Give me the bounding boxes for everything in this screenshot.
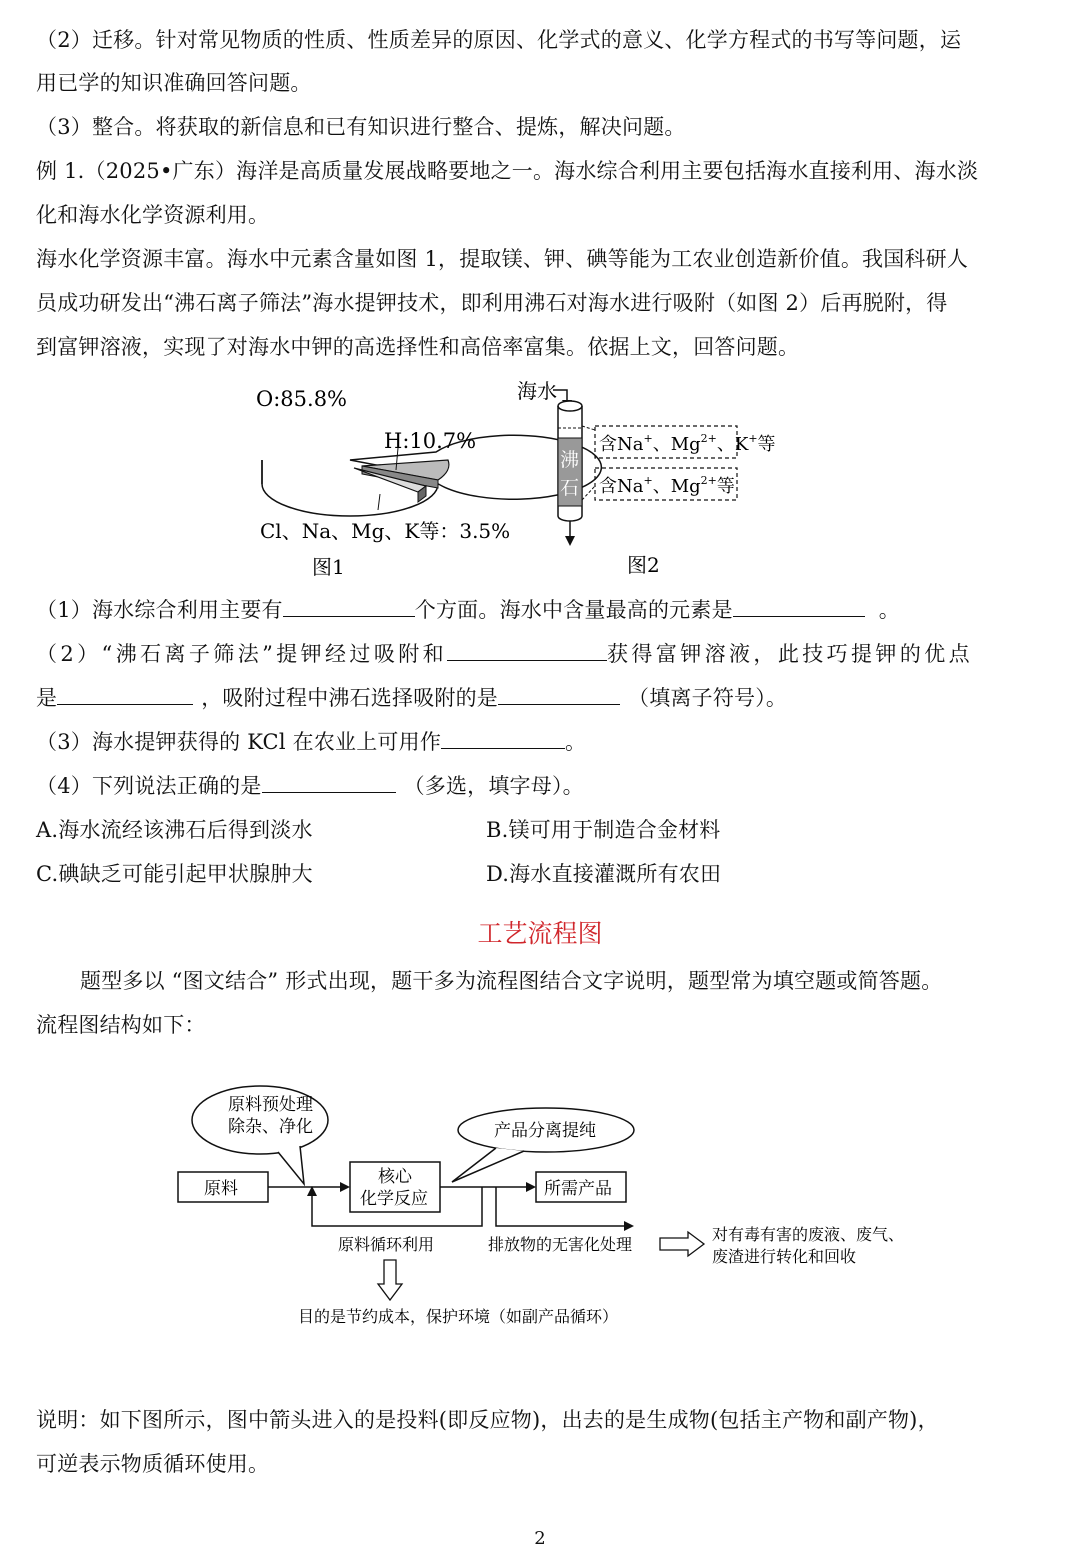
question-3: （3）海水提钾获得的 KCl 在农业上可用作 。 [36, 730, 587, 754]
label-waste-note-l2: 废渣进行转化和回收 [712, 1247, 857, 1266]
option-b[interactable]: B.镁可用于制造合金材料 [486, 818, 721, 842]
answer-blank[interactable] [57, 684, 193, 705]
label-waste: 排放物的无害化处理 [488, 1235, 633, 1254]
question-2-cont: 是 ，吸附过程中沸石选择吸附的是 （填离子符号）。 [36, 686, 788, 710]
fig2-sea-label: 海水 [517, 379, 557, 403]
box-core-l2: 化学反应 [360, 1189, 428, 1209]
fig1-caption: 图1 [312, 555, 345, 579]
bubble-separation: 产品分离提纯 [494, 1121, 596, 1141]
example-line: 例 1.（2025•广东）海洋是高质量发展战略要地之一。海水综合利用主要包括海水直接利用、海水淡 [36, 159, 979, 183]
fig1-label-o: O:85.8% [256, 387, 348, 411]
paragraph-line: 海水化学资源丰富。海水中元素含量如图 1，提取镁、钾、碘等能为工农业创造新价值。我国科研人 [36, 247, 969, 271]
paragraph-line: 到富钾溶液，实现了对海水中钾的高选择性和高倍率富集。依据上文，回答问题。 [36, 335, 800, 359]
fig1-label-other: Cl、Na、Mg、K等：3.5% [260, 519, 511, 543]
section-paragraph: 流程图结构如下： [36, 1013, 206, 1037]
fig2-zeolite-2: 石 [560, 477, 580, 499]
paragraph-line: （2）迁移。针对常见物质的性质、性质差异的原因、化学式的意义、化学方程式的书写等问题，运 [36, 28, 962, 52]
figure-2-zeolite [515, 374, 776, 582]
figure-1-pie [250, 382, 511, 582]
option-c[interactable]: C.碘缺乏可能引起甲状腺肿大 [36, 862, 313, 886]
paragraph-line: 化和海水化学资源利用。 [36, 203, 270, 227]
process-flow-diagram [170, 1078, 950, 1338]
answer-blank[interactable] [283, 596, 415, 617]
paragraph-line: 员成功研发出“沸石离子筛法”海水提钾技术，即利用沸石对海水进行吸附（如图 2）后再脱附，得 [36, 291, 948, 315]
paragraph-line: （3）整合。将获取的新信息和已有知识进行整合、提炼，解决问题。 [36, 115, 686, 139]
paragraph-line: 用已学的知识准确回答问题。 [36, 71, 312, 95]
question-1: （1）海水综合利用主要有 个方面。海水中含量最高的元素是 。 [36, 598, 900, 622]
label-purpose: 目的是节约成本，保护环境（如副产品循环） [298, 1307, 619, 1326]
answer-blank[interactable] [498, 684, 620, 705]
answer-blank[interactable] [441, 728, 565, 749]
option-d[interactable]: D.海水直接灌溉所有农田 [486, 862, 722, 886]
box-product: 所需产品 [544, 1179, 612, 1199]
label-recycle: 原料循环利用 [338, 1235, 435, 1254]
bubble-pretreat-l1: 原料预处理 [228, 1095, 313, 1115]
bubble-pretreat-l2: 除杂、净化 [228, 1117, 313, 1137]
label-waste-note-l1: 对有毒有害的废液、废气、 [712, 1225, 905, 1244]
fig2-zeolite-1: 沸 [560, 449, 580, 471]
section-heading: 工艺流程图 [477, 919, 603, 948]
answer-blank[interactable] [733, 596, 865, 617]
question-2: （2）“沸石离子筛法”提钾经过吸附和 获得富钾溶液，此技巧提钾的优点 [36, 642, 974, 666]
note-line: 可逆表示物质循环使用。 [36, 1452, 270, 1476]
option-a[interactable]: A.海水流经该沸石后得到淡水 [36, 818, 313, 842]
answer-blank[interactable] [262, 772, 396, 793]
fig2-box1-text: 含Na+、$Mg^{2+}$、K+等 [599, 432, 776, 455]
section-paragraph: 题型多以 “图文结合” 形式出现，题干多为流程图结合文字说明，题型常为填空题或简答题。 [80, 969, 943, 993]
question-4: （4）下列说法正确的是 （多选，填字母）。 [36, 774, 584, 798]
fig1-label-h: H:10.7% [384, 429, 477, 453]
page-number: 2 [534, 1528, 546, 1549]
fig2-box2-text: 含Na+、$Mg^{2+}$等 [599, 474, 735, 497]
box-raw: 原料 [204, 1179, 238, 1199]
answer-blank[interactable] [447, 640, 607, 661]
fig2-caption: 图2 [627, 553, 660, 577]
note-line: 说明：如下图所示，图中箭头进入的是投料(即反应物)，出去的是生成物(包括主产物和副产物)， [36, 1408, 939, 1432]
box-core-l1: 核心 [378, 1167, 412, 1187]
